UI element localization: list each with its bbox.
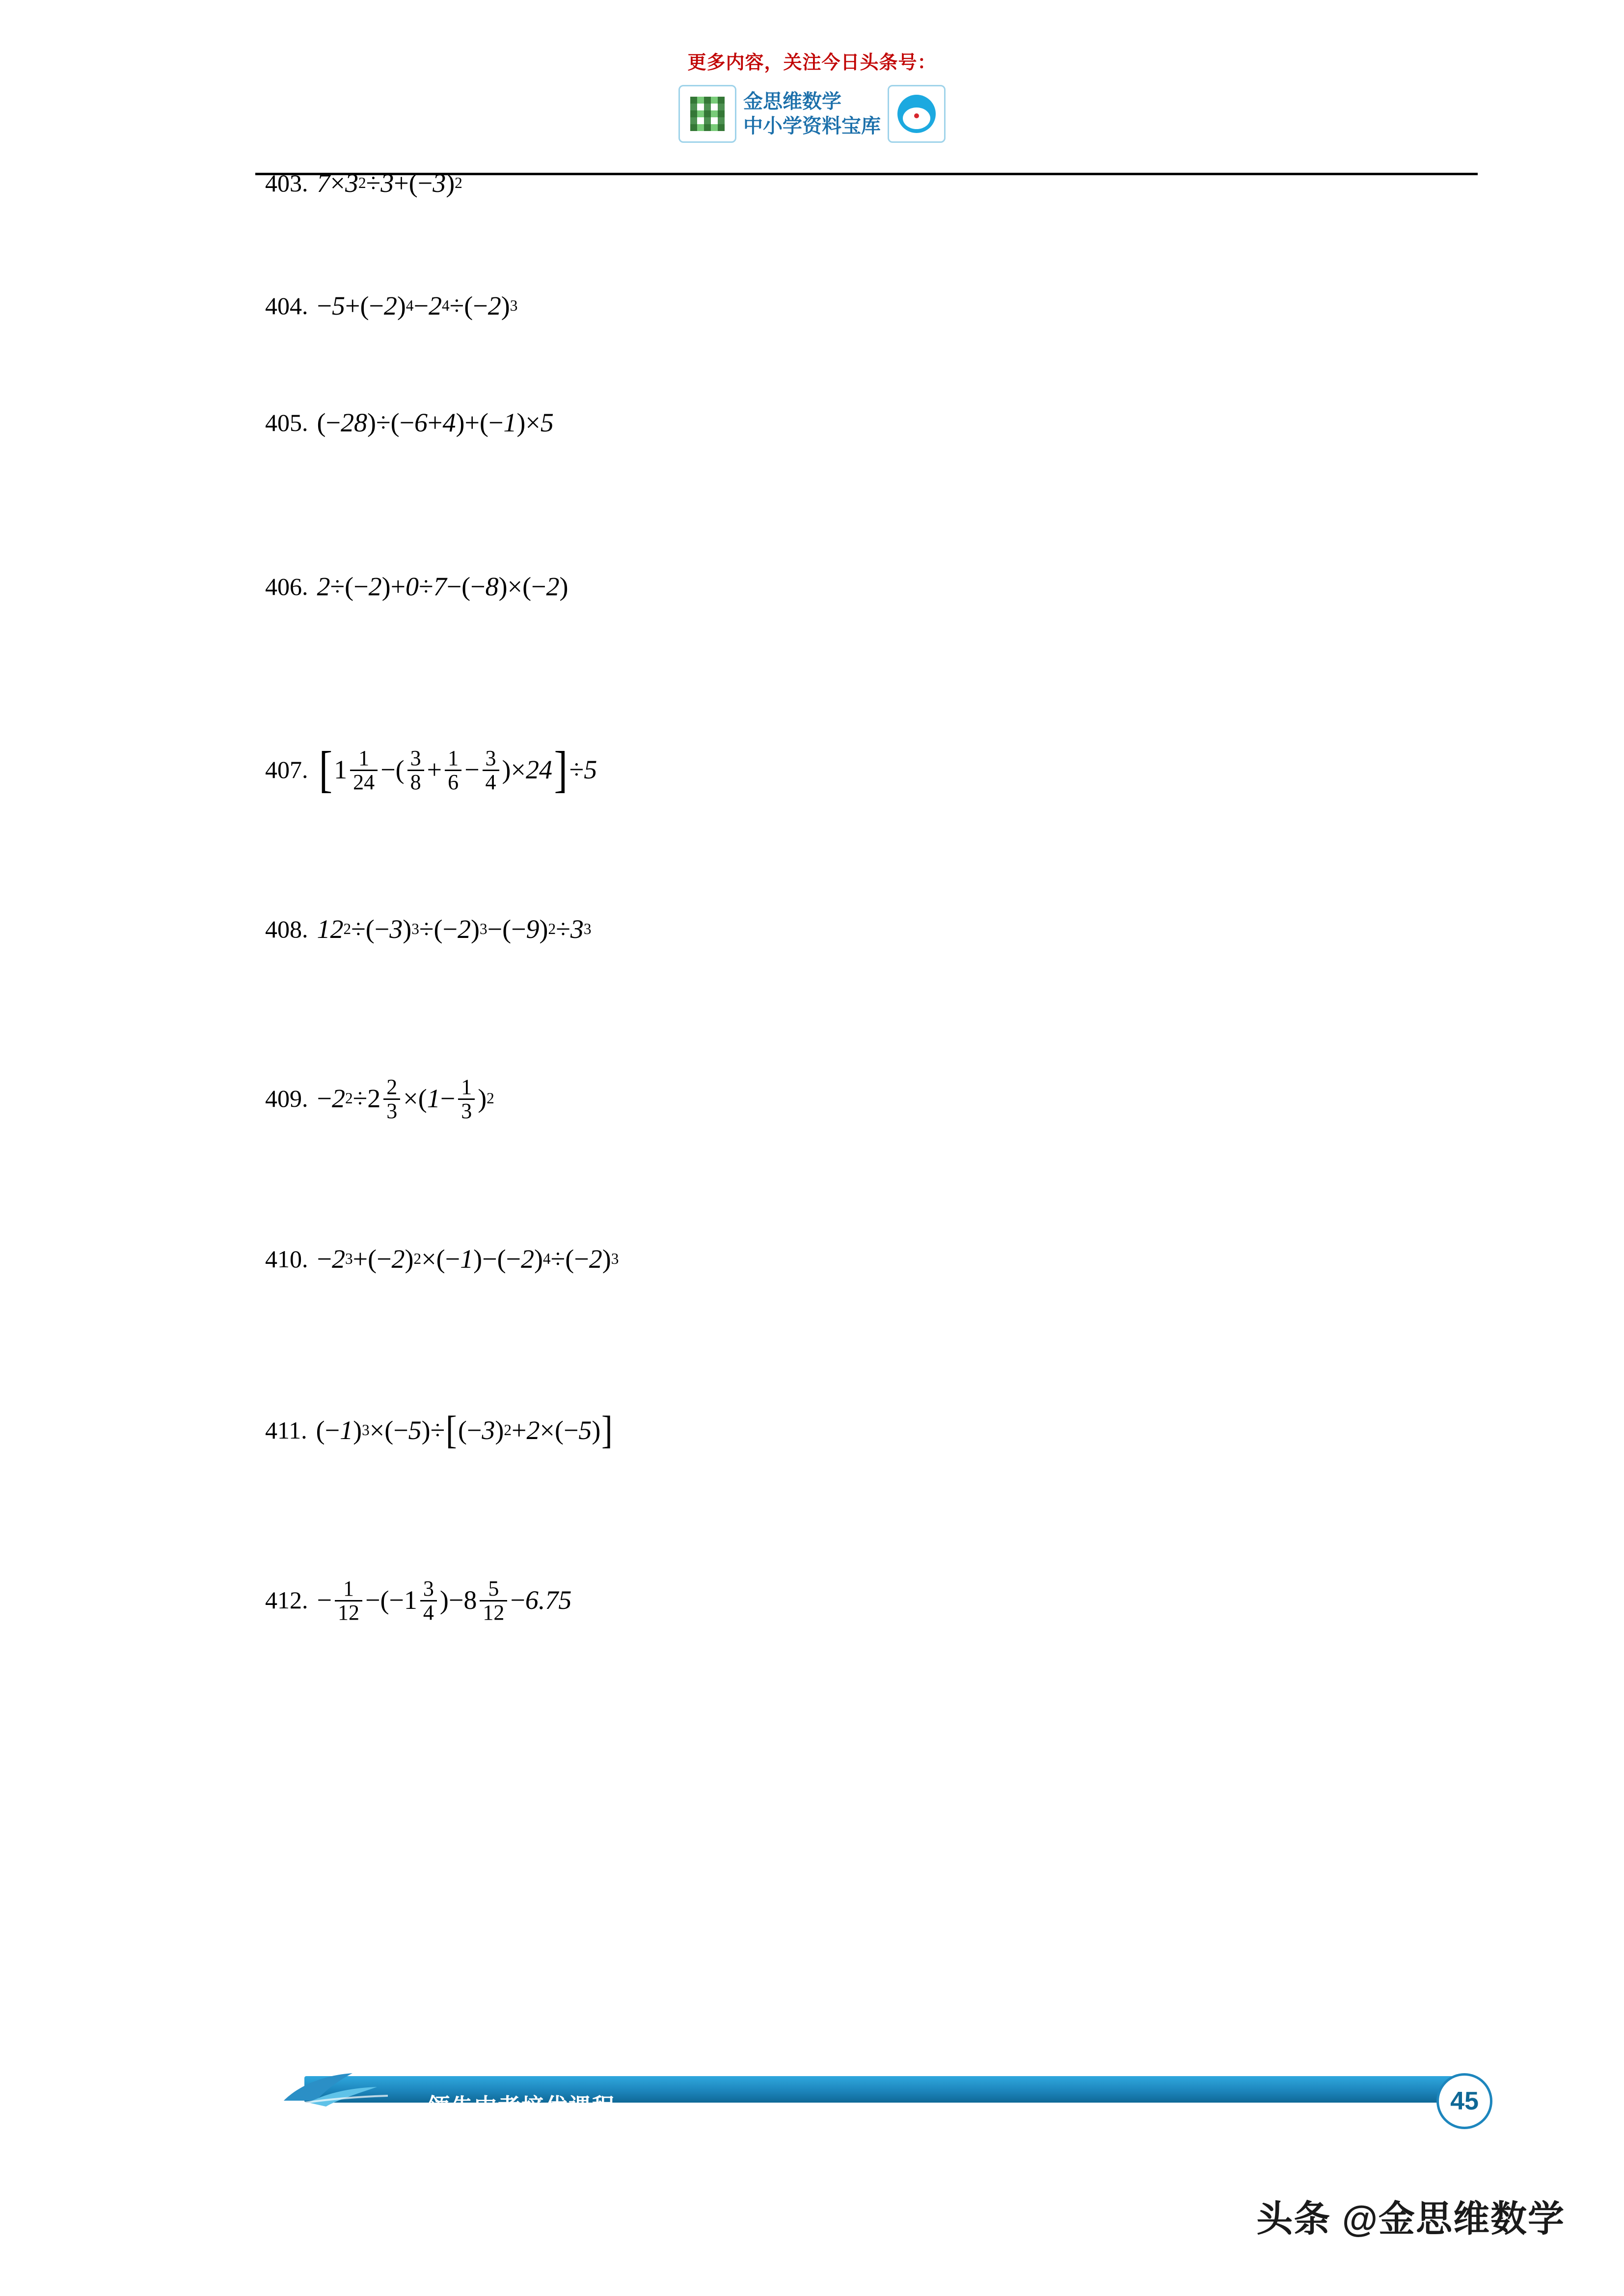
promo-brand-line2: 中小学资料宝库 [743,115,881,137]
problem-expression: ( − 28 ) ÷ ( − 6 + 4 ) + ( − 1 ) × 5 [317,408,554,437]
promo-brand-line1: 金思维数学 [743,91,841,112]
problem-expression: 12 2 ÷ ( − 3 ) 3 ÷ ( − 2 ) 3 − ( − 9 ) 2 ÷ 3 3 [317,914,592,944]
qr-code-icon [678,85,736,143]
problem-item [265,291,517,321]
problem-expression: [ 1 $\frac{1}{24}$ − ( $\frac{3}{8}$ + $\frac{1}{6}$ − $\frac{3}{4}$ ) × 24 ] ÷ 5 [318,741,597,798]
problem-expression: 7 × 3 2 ÷ 3 + ( − 3 ) 2 [317,168,462,198]
promo-headline: 更多内容，关注今日头条号： [687,53,937,73]
problem-number: 412. [265,1586,308,1614]
problem-number: 405. [265,409,308,436]
problem-item [265,1409,614,1452]
problem-item [265,1576,571,1623]
watermark: 头条 @金思维数学 [1256,2198,1565,2239]
problem-expression: − $\frac{1}{12}$ − ( − 1 $\frac{3}{4}$ ) − 8 $\frac{5}{12}$ − 6.75 [317,1576,572,1625]
footer-banner [304,2076,1479,2119]
promo-badge [678,85,946,143]
problem-number: 407. [265,755,308,783]
avatar-icon [888,85,946,143]
dolphin-logo-icon [279,2066,392,2111]
problem-expression: 2 ÷ ( − 2 ) + 0 ÷ 7 − ( − 8 ) × ( − 2 ) [317,572,568,601]
problem-item [265,407,554,438]
problem-item [265,741,597,798]
problem-item [265,168,462,198]
page-number: 45 [1436,2073,1492,2129]
problem-expression: − 5 + ( − 2 ) 4 − 2 4 ÷ ( − 2 ) 3 [317,291,518,320]
problem-expression: − 2 3 + ( − 2 ) 2 × ( − 1 ) − ( − 2 ) 4 ÷ ( − 2 ) 3 [317,1244,619,1274]
problem-item [265,1075,494,1121]
promo-brand [743,89,881,138]
problem-expression: ( − 1 ) 3 × ( − 5 ) ÷ [ ( − 3 ) 2 + 2 × ( − 5 ) ] [316,1409,613,1452]
page-footer [255,2065,1479,2119]
problem-number: 406. [265,573,308,600]
problem-number: 408. [265,915,308,943]
footer-label: 领先中考培优课程 [427,2094,616,2119]
problem-number: 404. [265,292,308,320]
problem-item [265,914,591,944]
promo-banner [0,47,1624,143]
problem-number: 409. [265,1084,308,1112]
problem-number: 410. [265,1245,308,1273]
problem-item [265,1244,619,1274]
problem-item [265,571,568,602]
problem-number: 411. [265,1416,307,1444]
problem-number: 403. [265,169,308,197]
problem-expression: − 2 2 ÷ 2 $\frac{2}{3}$ × ( 1 − $\frac{1}{3}$ ) 2 [317,1075,494,1123]
